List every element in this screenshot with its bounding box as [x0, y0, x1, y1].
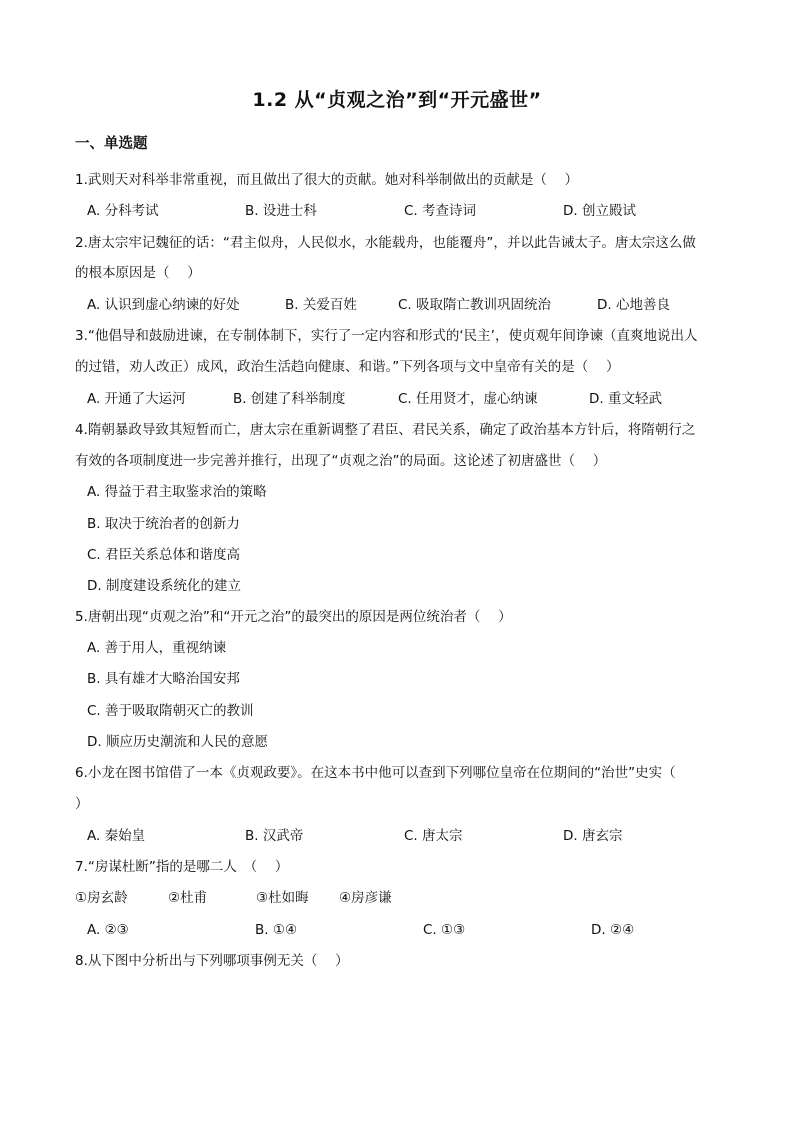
- question-5-option-d: D. 顺应历史潮流和人民的意愿: [87, 734, 268, 750]
- question-4-option-b: B. 取决于统治者的创新力: [87, 516, 240, 532]
- question-7-option-d: D. ②④: [591, 922, 635, 938]
- section-heading: 一、单选题: [75, 136, 148, 152]
- question-7-option-c: C. ①③: [423, 922, 466, 938]
- question-5-option-c: C. 善于吸取隋朝灭亡的教训: [87, 703, 254, 719]
- question-2-stem-line-2: 的根本原因是（ ）: [75, 265, 201, 281]
- question-2-option-d: D. 心地善良: [597, 297, 670, 313]
- question-1-option-c: C. 考查诗词: [404, 203, 477, 219]
- question-4-option-a: A. 得益于君主取鉴求治的策略: [87, 484, 267, 500]
- question-6-option-b: B. 汉武帝: [245, 828, 304, 844]
- question-7-item-3: ③杜如晦: [256, 890, 309, 906]
- question-1-option-a: A. 分科考试: [87, 203, 159, 219]
- question-8-stem: 8.从下图中分析出与下列哪项事例无关（ ）: [75, 953, 349, 969]
- question-7-option-a: A. ②③: [87, 922, 129, 938]
- question-2-option-a: A. 认识到虚心纳谏的好处: [87, 297, 240, 313]
- question-6-option-d: D. 唐玄宗: [563, 828, 623, 844]
- question-5-option-b: B. 具有雄才大略治国安邦: [87, 671, 240, 687]
- question-1-option-d: D. 创立殿试: [563, 203, 636, 219]
- question-7-item-1: ①房玄龄: [75, 890, 128, 906]
- question-2-option-b: B. 关爱百姓: [285, 297, 357, 313]
- question-5-stem: 5.唐朝出现“贞观之治”和“开元之治”的最突出的原因是两位统治者（ ）: [75, 609, 512, 625]
- question-7-item-4: ④房彦谦: [339, 890, 392, 906]
- question-3-stem-line-2: 的过错，劝人改正）成风，政治生活趋向健康、和谐。”下列各项与文中皇帝有关的是（ ）: [75, 359, 620, 375]
- question-1-option-b: B. 设进士科: [245, 203, 317, 219]
- question-6-stem-line-1: 6.小龙在图书馆借了一本《贞观政要》。在这本书中他可以查到下列哪位皇帝在位期间的“治世”史实（: [75, 765, 676, 781]
- question-3-option-c: C. 任用贤才，虚心纳谏: [398, 391, 538, 407]
- question-3-option-a: A. 开通了大运河: [87, 391, 186, 407]
- question-7-item-2: ②杜甫: [168, 890, 208, 906]
- question-6-stem-line-2: ）: [75, 796, 89, 812]
- question-4-option-d: D. 制度建设系统化的建立: [87, 578, 241, 594]
- question-3-stem-line-1: 3.“他倡导和鼓励进谏，在专制体制下，实行了一定内容和形式的‘民主’，使贞观年间诤谏（直爽地说出人: [75, 328, 698, 344]
- question-4-stem-line-1: 4.隋朝暴政导致其短暂而亡，唐太宗在重新调整了君臣、君民关系，确定了政治基本方针后，将隋朝行之: [75, 422, 696, 438]
- question-5-option-a: A. 善于用人，重视纳谏: [87, 640, 227, 656]
- question-2-stem-line-1: 2.唐太宗牢记魏征的话：“君主似舟，人民似水，水能载舟，也能覆舟”，并以此告诫太子。唐太宗这么做: [75, 235, 696, 251]
- question-7-stem: 7.“房谋杜断”指的是哪二人 （ ）: [75, 859, 289, 875]
- question-3-option-b: B. 创建了科举制度: [233, 391, 346, 407]
- question-6-option-a: A. 秦始皇: [87, 828, 146, 844]
- question-4-option-c: C. 君臣关系总体和谐度高: [87, 547, 241, 563]
- question-1-stem: 1.武则天对科举非常重视，而且做出了很大的贡献。她对科举制做出的贡献是（ ）: [75, 172, 579, 188]
- question-6-option-c: C. 唐太宗: [404, 828, 463, 844]
- question-4-stem-line-2: 有效的各项制度进一步完善并推行，出现了“贞观之治”的局面。这论述了初唐盛世（ ）: [75, 453, 607, 469]
- page-title: 1.2 从“贞观之治”到“开元盛世”: [252, 89, 542, 111]
- question-3-option-d: D. 重文轻武: [589, 391, 662, 407]
- question-2-option-c: C. 吸取隋亡教训巩固统治: [398, 297, 552, 313]
- question-7-option-b: B. ①④: [255, 922, 298, 938]
